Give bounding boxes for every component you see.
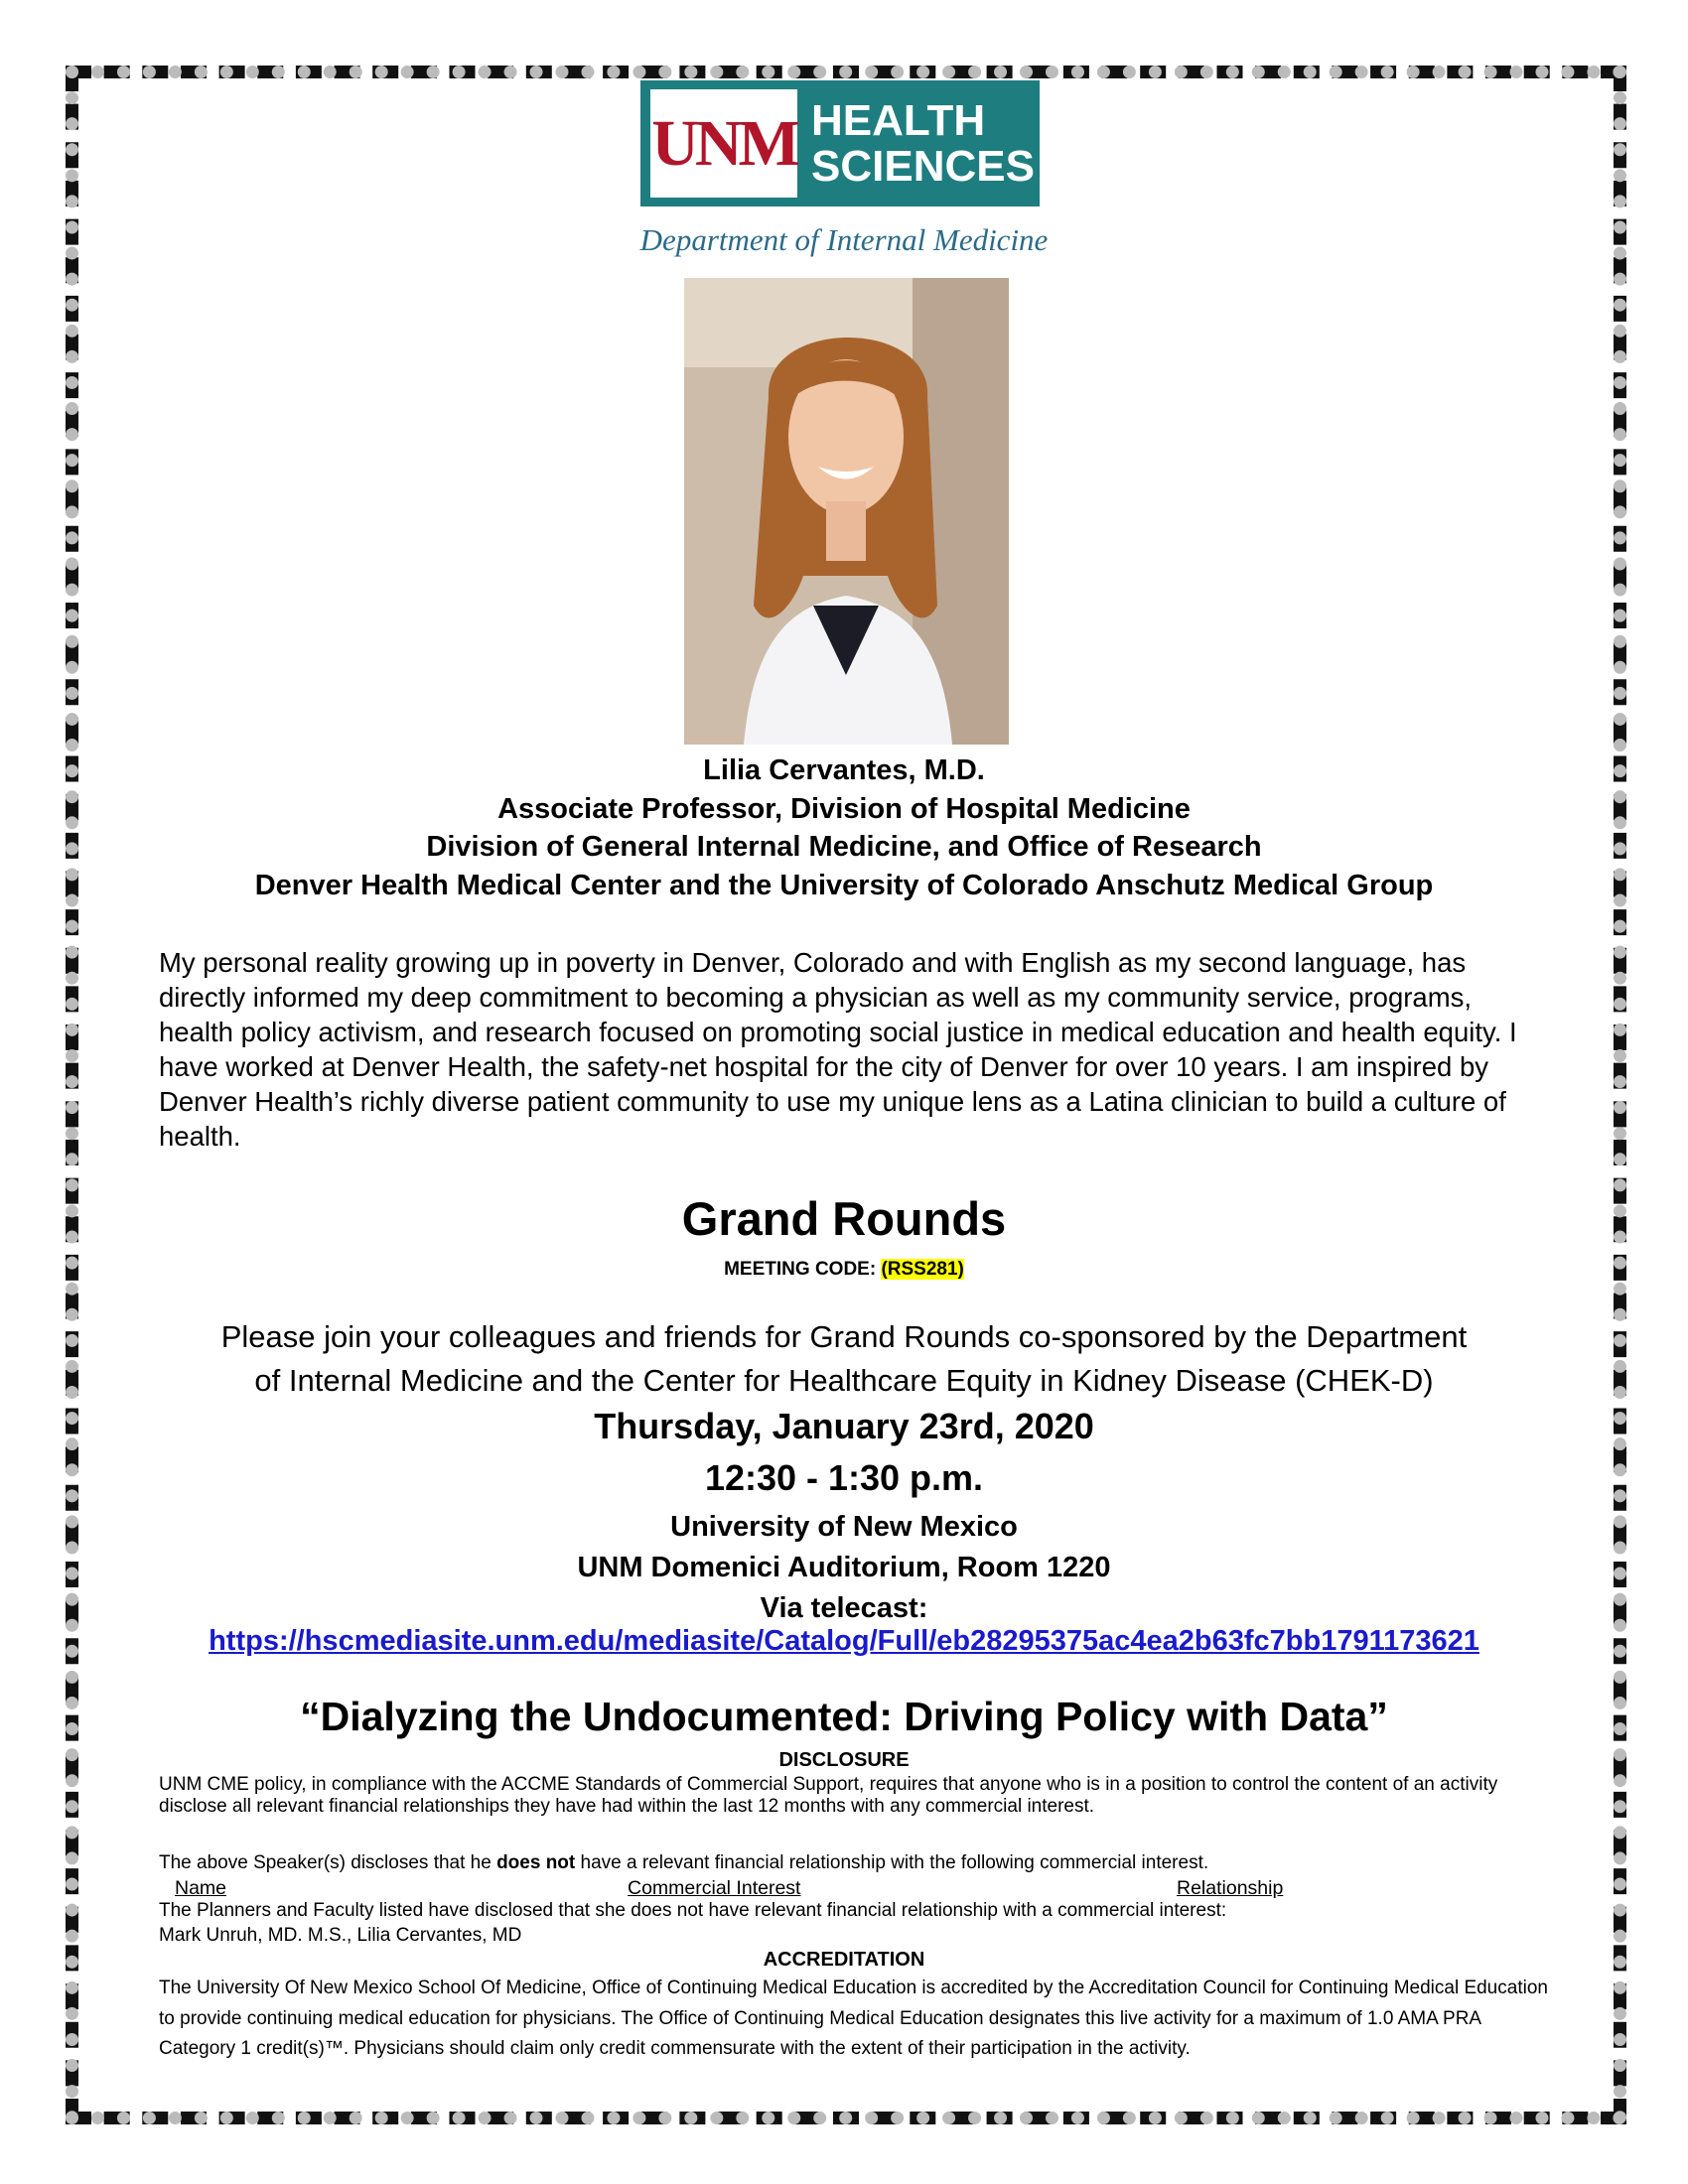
- planner-names: Mark Unruh, MD. M.S., Lilia Cervantes, MD: [159, 1925, 522, 1946]
- column-relationship-header: Relationship: [1177, 1877, 1284, 1899]
- invitation: [129, 1315, 1559, 1403]
- talk-title: “Dialyzing the Undocumented: Driving Policy with Data”: [300, 1694, 1388, 1739]
- speaker-block: [0, 751, 1688, 904]
- meeting-code-value: (RSS281): [881, 1259, 964, 1280]
- speaker-title-2: Division of General Internal Medicine, and Office of Research: [426, 831, 1262, 863]
- location-line-2: UNM Domenici Auditorium, Room 1220: [577, 1552, 1111, 1583]
- speaker-name: Lilia Cervantes, M.D.: [703, 754, 985, 786]
- speaker-disclosure: [159, 1852, 1549, 1874]
- logo-wordmark: [811, 95, 1035, 191]
- speaker-bio: My personal reality growing up in poverty in Denver, Colorado and with English as my second language, has directly informed my deep commitment to becoming a physician as well as my community service, programs, health policy activism, and research focused on promoting social justice in medical education and health equity. I have worked at Denver Health, the safety-net hospital for the city of Denver for over 10 years. I am inspired by Denver Health’s richly diverse patient community to use my unique lens as a Latina clinician to build a culture of health.: [159, 947, 1517, 1152]
- event-location: [0, 1507, 1688, 1629]
- disclosure-policy: UNM CME policy, in compliance with the ACCME Standards of Commercial Support, requires that anyone who is in a position to control the content of an activity disclose all relevant financial relationships they have had within the last 12 months with any commercial interest.: [159, 1774, 1498, 1817]
- speaker-photo: [684, 278, 1009, 745]
- disclosure-heading: DISCLOSURE: [778, 1749, 910, 1771]
- accreditation-text: The University Of New Mexico School Of Medicine, Office of Continuing Medical Education is accredited by the Accreditation Council for Continuing Medical Education to provide continuing medical education for physicians. The Office of Continuing Medical Education designates this live activity for a maximum of 1.0 AMA PRA Category 1 credit(s)™. Physicians should claim only credit commensurate with the extent of their participation in the activity.: [159, 1978, 1548, 2059]
- speaker-title-1: Associate Professor, Division of Hospital Medicine: [497, 792, 1191, 825]
- invitation-line-2: of Internal Medicine and the Center for Healthcare Equity in Kidney Disease (CHEK-D): [254, 1363, 1434, 1398]
- speaker-title-3: Denver Health Medical Center and the University of Colorado Anschutz Medical Group: [254, 869, 1434, 901]
- unm-logo-mark: UNM: [650, 89, 797, 198]
- speaker-disclosure-pre: The above Speaker(s) discloses that he: [159, 1852, 497, 1873]
- meeting-code: [0, 1259, 1688, 1281]
- logo-line-2: SCIENCES: [811, 141, 1035, 191]
- meeting-code-label: MEETING CODE:: [724, 1259, 882, 1280]
- column-interest-header: Commercial Interest: [628, 1877, 801, 1899]
- event-date: Thursday, January 23rd, 2020: [594, 1406, 1094, 1446]
- logo-line-1: HEALTH: [811, 95, 986, 145]
- location-line-3: Via telecast:: [760, 1592, 928, 1624]
- location-line-1: University of New Mexico: [670, 1511, 1018, 1543]
- speaker-disclosure-emphasis: does not: [496, 1852, 576, 1873]
- unm-health-sciences-logo: [640, 80, 1040, 206]
- speaker-disclosure-post: have a relevant financial relationship with the following commercial interest.: [575, 1852, 1209, 1873]
- event-heading: Grand Rounds: [681, 1192, 1007, 1245]
- speaker-portrait-illustration: [684, 278, 1009, 745]
- event-time: 12:30 - 1:30 p.m.: [704, 1457, 984, 1498]
- planners-disclosure: The Planners and Faculty listed have disclosed that she does not have relevant financial relationship with a commercial interest:: [159, 1900, 1227, 1921]
- invitation-line-1: Please join your colleagues and friends for Grand Rounds co-sponsored by the Department: [220, 1319, 1468, 1354]
- column-name-header: Name: [175, 1877, 227, 1899]
- telecast-link[interactable]: https://hscmediasite.unm.edu/mediasite/Catalog/Full/eb28295375ac4ea2b63fc7bb1791173621: [209, 1625, 1479, 1657]
- accreditation-heading: ACCREDITATION: [763, 1949, 925, 1971]
- department-name: Department of Internal Medicine: [639, 222, 1049, 257]
